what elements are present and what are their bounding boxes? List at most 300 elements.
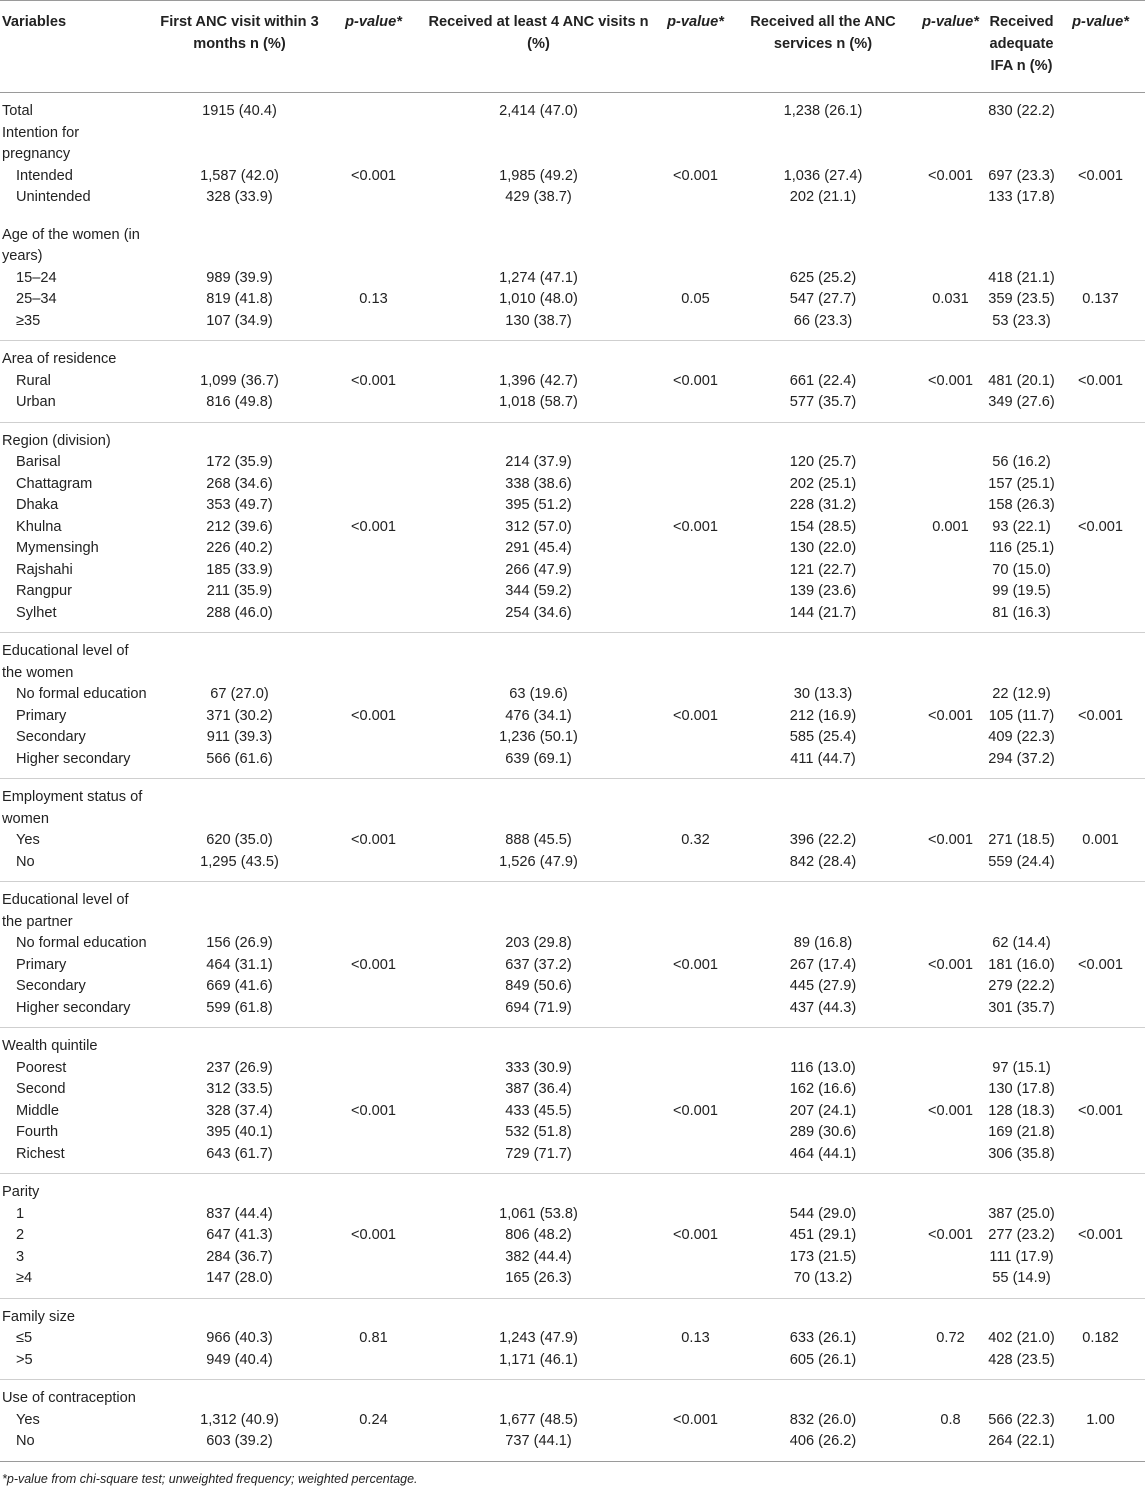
value-cell: 729 (71.7) <box>505 1145 572 1162</box>
value-cell: 464 (31.1) <box>206 956 273 973</box>
empty-cell <box>1056 1380 1145 1410</box>
p-value-cell <box>1056 1431 1145 1461</box>
empty-cell <box>914 93 987 123</box>
value-cell: 1,677 (48.5) <box>499 1411 578 1428</box>
p-value-cell <box>659 1058 732 1080</box>
header-first-anc: First ANC visit within 3 months n (%) <box>150 1 329 93</box>
value-cell: 291 (45.4) <box>505 540 572 556</box>
table-row <box>0 1268 1145 1298</box>
value-cell: 428 (23.5) <box>988 1351 1055 1368</box>
value-cell: 56 (16.2) <box>992 454 1051 470</box>
p-value-cell <box>659 474 732 496</box>
empty-cell <box>659 217 732 268</box>
value-cell: 312 (33.5) <box>206 1081 273 1097</box>
p-value-cell <box>329 727 418 749</box>
p-value-cell <box>1056 1247 1145 1269</box>
p-value-cell <box>1056 268 1145 290</box>
p-value-cell: <0.001 <box>672 1411 719 1428</box>
table-row <box>0 998 1145 1028</box>
empty-cell <box>732 633 914 685</box>
group-title-row <box>0 1174 1145 1204</box>
p-value-cell <box>659 1350 732 1380</box>
value-cell: 625 (25.2) <box>789 269 857 286</box>
row-label: 3 <box>16 1248 25 1265</box>
value-cell: 1,295 (43.5) <box>200 853 279 870</box>
value-cell: 284 (36.7) <box>206 1248 273 1265</box>
p-value-cell <box>329 452 418 474</box>
value-cell: 154 (28.5) <box>789 518 857 535</box>
p-value-cell <box>659 1431 732 1461</box>
value-cell: 806 (48.2) <box>505 1227 572 1243</box>
header-row <box>0 1 1145 93</box>
p-value-cell <box>329 1144 418 1174</box>
header-variables: Variables <box>0 1 150 93</box>
p-value-cell <box>914 1122 987 1144</box>
empty-cell <box>914 341 987 371</box>
table-row <box>0 289 1145 311</box>
value-cell: 989 (39.9) <box>206 269 273 286</box>
value-cell: 214 (37.9) <box>505 454 572 470</box>
row-label: Primary <box>16 707 67 724</box>
table-row <box>0 706 1145 728</box>
value-cell: 411 (44.7) <box>790 750 856 767</box>
empty-cell <box>150 1028 329 1058</box>
group-title: Area of residence <box>2 351 117 367</box>
value-cell: 53 (23.3) <box>992 312 1051 329</box>
p-value-cell <box>914 998 987 1028</box>
p-value-cell <box>914 1247 987 1269</box>
value-cell: 566 (61.6) <box>206 750 273 767</box>
empty-cell <box>732 1174 914 1204</box>
p-value-cell: <0.001 <box>350 832 397 848</box>
row-label: ≥35 <box>16 312 41 329</box>
group-title: Wealth quintile <box>2 1038 98 1054</box>
empty-cell <box>659 422 732 452</box>
p-value-cell <box>1056 976 1145 998</box>
value-cell: 133 (17.8) <box>988 189 1055 205</box>
p-value-cell <box>659 538 732 560</box>
group-title: Region (division) <box>2 432 111 449</box>
empty-cell <box>329 1380 418 1410</box>
row-label: Second <box>16 1081 66 1097</box>
p-value-cell <box>914 1350 987 1380</box>
row-label: Urban <box>16 394 56 410</box>
table-row <box>0 311 1145 341</box>
p-value-cell <box>659 311 732 341</box>
value-cell: 139 (23.6) <box>789 583 857 599</box>
row-group-wealth-quintile <box>0 1028 1145 1174</box>
p-value-cell: 0.05 <box>681 291 710 307</box>
p-value-cell <box>1056 684 1145 706</box>
p-value-cell: <0.001 <box>672 1227 719 1243</box>
group-title-row <box>0 1298 1145 1328</box>
p-value-cell <box>1056 1122 1145 1144</box>
value-cell: 267 (17.4) <box>789 956 857 973</box>
p-value-cell <box>329 1058 418 1080</box>
table-row <box>0 1058 1145 1080</box>
value-cell: 842 (28.4) <box>789 853 857 870</box>
value-cell: 1,099 (36.7) <box>200 372 279 389</box>
table-row <box>0 933 1145 955</box>
row-label: Secondary <box>16 978 86 994</box>
p-value-cell <box>914 1268 987 1298</box>
p-value-cell: <0.001 <box>350 372 397 389</box>
table-row <box>0 1122 1145 1144</box>
value-cell: 62 (14.4) <box>992 935 1051 951</box>
value-cell: 371 (30.2) <box>206 707 273 724</box>
p-value-cell <box>329 311 418 341</box>
empty-cell <box>329 1298 418 1328</box>
p-value-cell <box>1056 311 1145 341</box>
value-cell: 481 (20.1) <box>988 372 1055 389</box>
value-cell: 130 (17.8) <box>988 1081 1055 1097</box>
p-value-cell <box>329 684 418 706</box>
row-label: No <box>16 853 35 870</box>
value-cell: 585 (25.4) <box>789 729 857 745</box>
p-value-cell: <0.001 <box>1077 518 1124 535</box>
row-label: 2 <box>16 1227 25 1243</box>
p-value-cell: <0.001 <box>350 707 397 724</box>
empty-cell <box>418 882 659 934</box>
empty-cell <box>329 779 418 831</box>
value-cell: 169 (21.8) <box>988 1124 1055 1140</box>
value-cell: 429 (38.7) <box>505 189 572 205</box>
header-all-anc-services: Received all the ANC services n (%) <box>732 1 914 93</box>
value-cell: 185 (33.9) <box>206 561 273 578</box>
empty-cell <box>1056 217 1145 268</box>
value-cell: 271 (18.5) <box>988 832 1055 848</box>
p-value-cell: <0.001 <box>927 956 974 973</box>
empty-cell <box>987 341 1056 371</box>
value-cell: 1,985 (49.2) <box>499 167 578 184</box>
p-value-cell: <0.001 <box>1077 956 1124 973</box>
value-cell: 89 (16.8) <box>793 935 853 951</box>
value-cell: 156 (26.9) <box>206 935 273 951</box>
value-cell: 55 (14.9) <box>992 1270 1051 1286</box>
value-cell: 144 (21.7) <box>789 604 857 621</box>
table-row <box>0 749 1145 779</box>
row-label: ≥4 <box>16 1270 33 1286</box>
value-cell: 911 (39.3) <box>206 729 273 745</box>
value-cell: 605 (26.1) <box>789 1351 857 1368</box>
row-label: Mymensingh <box>16 540 99 556</box>
p-value-cell <box>659 933 732 955</box>
p-value-cell <box>1056 495 1145 517</box>
empty-cell <box>418 422 659 452</box>
value-cell: 1,236 (50.1) <box>499 729 578 745</box>
value-cell: 402 (21.0) <box>988 1330 1055 1346</box>
empty-cell <box>987 217 1056 268</box>
p-value-cell: 0.8 <box>940 1411 961 1428</box>
value-cell: 93 (22.1) <box>992 518 1051 535</box>
table-row <box>0 268 1145 290</box>
value-cell: 387 (25.0) <box>988 1205 1055 1222</box>
value-cell: 30 (13.3) <box>793 686 853 702</box>
row-label: Rural <box>16 372 51 389</box>
value-cell: 1,396 (42.7) <box>499 372 578 389</box>
p-value-cell: <0.001 <box>672 1102 719 1119</box>
empty-cell <box>659 1174 732 1204</box>
empty-cell <box>1056 123 1145 166</box>
value-cell: 1,243 (47.9) <box>499 1330 578 1346</box>
p-value-cell <box>914 749 987 779</box>
group-title-row <box>0 1028 1145 1058</box>
p-value-cell <box>329 1350 418 1380</box>
value-cell: 338 (38.6) <box>505 475 572 492</box>
p-value-cell <box>659 727 732 749</box>
value-cell: 966 (40.3) <box>206 1330 273 1346</box>
value-cell: 306 (35.8) <box>988 1145 1055 1162</box>
p-value-cell <box>914 474 987 496</box>
table-row <box>0 1350 1145 1380</box>
value-cell: 888 (45.5) <box>505 832 572 848</box>
value-cell: 120 (25.7) <box>789 454 857 470</box>
group-title: Intention for pregnancy <box>2 124 80 162</box>
group-title-row <box>0 341 1145 371</box>
row-group-employment-status-of-women <box>0 779 1145 882</box>
value-cell: 203 (29.8) <box>505 935 572 951</box>
value-cell: 121 (22.7) <box>789 561 857 578</box>
p-value-cell: <0.001 <box>672 372 719 389</box>
table-row <box>0 1328 1145 1350</box>
p-value-cell <box>329 392 418 422</box>
p-value-cell <box>329 581 418 603</box>
empty-cell <box>150 1298 329 1328</box>
p-value-cell <box>914 852 987 882</box>
row-label: >5 <box>16 1351 33 1368</box>
value-cell: 70 (15.0) <box>992 561 1051 578</box>
row-label: 15–24 <box>16 269 57 286</box>
empty-cell <box>732 123 914 166</box>
empty-cell <box>1056 1298 1145 1328</box>
row-label: Dhaka <box>16 497 59 513</box>
p-value-cell <box>1056 1079 1145 1101</box>
value-cell: 1,587 (42.0) <box>200 167 279 184</box>
row-label: No <box>16 1433 35 1449</box>
row-label: Intended <box>16 167 73 184</box>
p-value-cell <box>659 560 732 582</box>
p-value-cell <box>914 560 987 582</box>
p-value-cell <box>914 1058 987 1080</box>
table-row <box>0 392 1145 422</box>
table-row <box>0 1247 1145 1269</box>
empty-cell <box>914 1028 987 1058</box>
p-value-cell <box>1056 187 1145 217</box>
p-value-cell <box>329 1122 418 1144</box>
empty-cell <box>987 1298 1056 1328</box>
value-cell: 128 (18.3) <box>988 1102 1055 1119</box>
p-value-cell <box>329 998 418 1028</box>
p-value-cell: 0.32 <box>681 832 710 848</box>
value-cell: 172 (35.9) <box>206 454 273 470</box>
empty-cell <box>329 123 418 166</box>
value-cell: 328 (37.4) <box>206 1102 273 1119</box>
value-cell: 268 (34.6) <box>206 475 273 492</box>
row-group-parity <box>0 1174 1145 1299</box>
value-cell: 476 (34.1) <box>505 707 572 724</box>
value-cell: 237 (26.9) <box>206 1059 273 1076</box>
p-value-cell <box>1056 474 1145 496</box>
p-value-cell: <0.001 <box>672 707 719 724</box>
empty-cell <box>914 882 987 934</box>
p-value-cell <box>659 187 732 217</box>
empty-cell <box>732 1028 914 1058</box>
value-cell: 116 (13.0) <box>790 1059 856 1076</box>
empty-cell <box>150 341 329 371</box>
group-title-row <box>0 123 1145 166</box>
value-cell: 344 (59.2) <box>505 583 572 599</box>
empty-cell <box>914 422 987 452</box>
empty-cell <box>732 1380 914 1410</box>
p-value-cell: 0.13 <box>359 291 388 307</box>
group-title: Educational level of the partner <box>2 892 129 930</box>
empty-cell <box>1056 422 1145 452</box>
empty-cell <box>1056 1174 1145 1204</box>
p-value-cell: <0.001 <box>927 832 974 848</box>
value-cell: 1,061 (53.8) <box>499 1205 578 1222</box>
table-row <box>0 166 1145 188</box>
table-row <box>0 1101 1145 1123</box>
row-label: Higher secondary <box>16 750 131 767</box>
p-value-cell <box>659 452 732 474</box>
p-value-cell: <0.001 <box>927 707 974 724</box>
value-cell: 162 (16.6) <box>789 1081 857 1097</box>
value-cell: 279 (22.2) <box>988 978 1055 994</box>
table-row <box>0 371 1145 393</box>
p-value-cell: 0.182 <box>1082 1330 1119 1346</box>
empty-cell <box>659 1298 732 1328</box>
empty-cell <box>732 882 914 934</box>
row-label: Khulna <box>16 518 62 535</box>
total-value: 2,414 (47.0) <box>499 103 578 119</box>
p-value-cell <box>914 538 987 560</box>
value-cell: 1,171 (46.1) <box>499 1351 578 1368</box>
p-value-cell: <0.001 <box>1077 1102 1124 1119</box>
p-value-cell: 0.81 <box>359 1330 388 1346</box>
value-cell: 70 (13.2) <box>793 1270 853 1286</box>
empty-cell <box>732 341 914 371</box>
p-value-cell <box>1056 852 1145 882</box>
empty-cell <box>329 422 418 452</box>
p-value-cell <box>1056 749 1145 779</box>
value-cell: 99 (19.5) <box>992 583 1051 599</box>
row-label: No formal education <box>16 686 147 702</box>
value-cell: 639 (69.1) <box>505 750 572 767</box>
empty-cell <box>659 633 732 685</box>
group-title: Family size <box>2 1308 75 1325</box>
p-value-cell <box>914 603 987 633</box>
value-cell: 97 (15.1) <box>992 1059 1051 1076</box>
p-value-cell <box>1056 603 1145 633</box>
p-value-cell <box>329 474 418 496</box>
empty-cell <box>418 1174 659 1204</box>
row-group-use-of-contraception <box>0 1380 1145 1462</box>
header-p-value-1: p-value* <box>329 1 418 93</box>
p-value-cell: <0.001 <box>672 956 719 973</box>
p-value-cell <box>329 933 418 955</box>
empty-cell <box>1056 93 1145 123</box>
value-cell: 599 (61.8) <box>206 999 273 1016</box>
table-row <box>0 581 1145 603</box>
empty-cell <box>418 1028 659 1058</box>
group-title: Employment status of women <box>2 789 143 827</box>
row-label: Chattagram <box>16 475 93 492</box>
empty-cell <box>329 341 418 371</box>
p-value-cell <box>914 727 987 749</box>
empty-cell <box>659 1380 732 1410</box>
value-cell: 266 (47.9) <box>505 561 572 578</box>
row-label: No formal education <box>16 935 147 951</box>
p-value-cell <box>329 976 418 998</box>
p-value-cell <box>659 749 732 779</box>
p-value-cell <box>329 1268 418 1298</box>
table-row <box>0 852 1145 882</box>
p-value-cell <box>1056 1268 1145 1298</box>
row-group-age-of-the-women-in-years <box>0 217 1145 341</box>
empty-cell <box>1056 1028 1145 1058</box>
empty-cell <box>732 217 914 268</box>
group-title-row <box>0 1380 1145 1410</box>
p-value-cell <box>1056 933 1145 955</box>
value-cell: 697 (23.3) <box>988 167 1055 184</box>
empty-cell <box>150 422 329 452</box>
empty-cell <box>329 633 418 685</box>
empty-cell <box>914 1174 987 1204</box>
value-cell: 544 (29.0) <box>789 1205 857 1222</box>
value-cell: 173 (21.5) <box>789 1248 857 1265</box>
value-cell: 264 (22.1) <box>988 1433 1055 1449</box>
p-value-cell <box>914 268 987 290</box>
row-group-region-division <box>0 422 1145 633</box>
empty-cell <box>329 882 418 934</box>
p-value-cell <box>914 392 987 422</box>
empty-cell <box>987 779 1056 831</box>
group-title-row <box>0 882 1145 934</box>
value-cell: 647 (41.3) <box>206 1227 273 1243</box>
p-value-cell <box>659 268 732 290</box>
value-cell: 418 (21.1) <box>988 269 1055 286</box>
empty-cell <box>987 1380 1056 1410</box>
empty-cell <box>659 123 732 166</box>
value-cell: 837 (44.4) <box>206 1205 273 1222</box>
value-cell: 353 (49.7) <box>206 497 273 513</box>
table-row <box>0 560 1145 582</box>
total-value: 1,238 (26.1) <box>783 103 863 119</box>
table-row <box>0 538 1145 560</box>
row-label: Rangpur <box>16 583 72 599</box>
value-cell: 202 (21.1) <box>789 189 857 205</box>
value-cell: 1,010 (48.0) <box>499 291 578 307</box>
empty-cell <box>914 1298 987 1328</box>
p-value-cell <box>659 684 732 706</box>
table-header <box>0 1 1145 93</box>
group-title: Age of the women (in years) <box>2 226 140 264</box>
value-cell: 207 (24.1) <box>789 1102 857 1119</box>
empty-cell <box>150 217 329 268</box>
p-value-cell: <0.001 <box>927 1227 974 1243</box>
value-cell: 637 (37.2) <box>505 956 572 973</box>
empty-cell <box>914 633 987 685</box>
table-row <box>0 1225 1145 1247</box>
total-value: 1915 (40.4) <box>202 103 277 119</box>
row-label: 25–34 <box>16 291 57 307</box>
table-row <box>0 517 1145 539</box>
row-label: Secondary <box>16 729 86 745</box>
p-value-cell <box>329 268 418 290</box>
p-value-cell <box>329 187 418 217</box>
row-label: Fourth <box>16 1124 59 1140</box>
p-value-cell: <0.001 <box>350 518 397 535</box>
